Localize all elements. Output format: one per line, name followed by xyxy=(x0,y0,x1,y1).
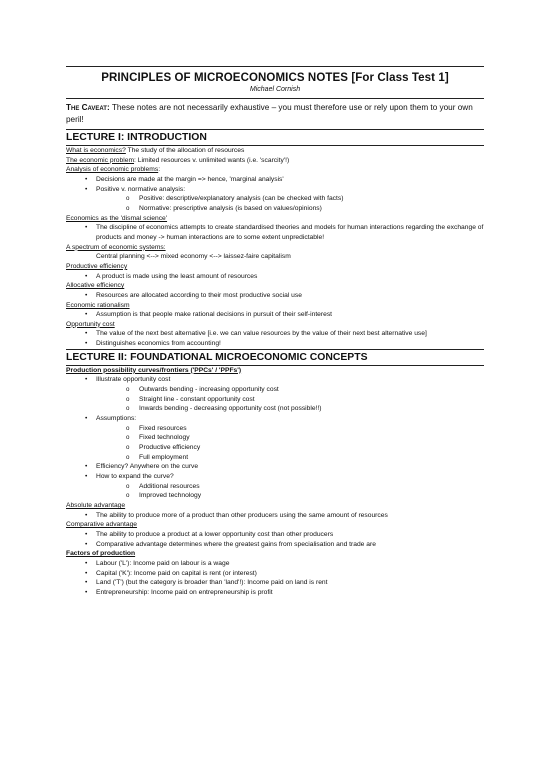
list-item: • Assumptions: xyxy=(66,414,484,424)
list-item: • The ability to produce more of a product than other producers using the same amount of resources xyxy=(66,511,484,521)
analysis-label: Analysis of economic problems xyxy=(66,166,159,174)
list-item: • Comparative advantage determines where the greatest gains from specialisation and trade are xyxy=(66,540,484,550)
document-page xyxy=(66,66,484,598)
sub-list-item: o Straight line - constant opportunity cost xyxy=(66,395,484,405)
sub-list-item: o Positive: descriptive/explanatory analysis (can be checked with facts) xyxy=(66,194,484,204)
ppc-heading: Production possibility curves/frontiers ('PPCs' / 'PPFs') xyxy=(66,366,242,374)
spectrum-text: Central planning <--> mixed economy <--> laissez-faire capitalism xyxy=(96,253,291,261)
sub-list-item: o Additional resources xyxy=(66,482,484,492)
list-item: • Efficiency? Anywhere on the curve xyxy=(66,462,484,472)
list-item: • Labour ('L'): Income paid on labour is a wage xyxy=(66,559,484,569)
dismal-science-heading: Economics as the 'dismal science' xyxy=(66,214,168,222)
comparative-advantage-heading: Comparative advantage xyxy=(66,521,138,529)
list-item: • Decisions are made at the margin => hence, 'marginal analysis' xyxy=(66,175,484,185)
what-label: What is economics? xyxy=(66,147,126,154)
lecture1-body xyxy=(66,146,484,349)
top-rule xyxy=(66,66,484,67)
problem-label: The economic problem xyxy=(66,156,135,164)
sub-list-item: o Inwards bending - decreasing opportunity cost (not possible!!) xyxy=(66,404,484,414)
spectrum-heading: A spectrum of economic systems: xyxy=(66,243,166,251)
list-item: • Distinguishes economics from accounting! xyxy=(66,339,484,349)
productive-efficiency-heading: Productive efficiency xyxy=(66,262,128,270)
opportunity-cost-heading: Opportunity cost xyxy=(66,320,115,328)
list-item: • Land ('T') (but the category is broader than 'land'!): Income paid on land is rent xyxy=(66,578,484,588)
factors-heading: Factors of production xyxy=(66,550,136,558)
list-item: • The value of the next best alternative [i.e. we can value resources by the value of their next best alternative use] xyxy=(66,329,484,339)
document-title: PRINCIPLES OF MICROECONOMICS NOTES [For Class Test 1] xyxy=(101,72,449,84)
caveat-text: These notes are not necessarily exhaustive – you must therefore use or rely upon them to your own peril! xyxy=(66,103,473,124)
what-is-economics xyxy=(66,146,484,156)
author-name: Michael Cornish xyxy=(249,86,301,93)
sub-list-item: o Improved technology xyxy=(66,491,484,501)
list-item: • The discipline of economics attempts to create standardised theories and models for human interactions regarding the exchange of products and money -> human interactions are to some extent unpredictable! xyxy=(66,223,484,242)
sub-list-item: o Normative: prescriptive analysis (is based on values/opinions) xyxy=(66,204,484,214)
lecture1-heading: LECTURE I: INTRODUCTION xyxy=(66,132,207,143)
list-item: • Resources are allocated according to their most productive social use xyxy=(66,291,484,301)
list-item: • A product is made using the least amount of resources xyxy=(66,272,484,282)
list-item: • Illustrate opportunity cost xyxy=(66,375,484,385)
problem-text: : Limited resources v. unlimited wants (i.e. 'scarcity'!) xyxy=(134,156,290,164)
what-text: The study of the allocation of resources xyxy=(127,147,245,154)
sub-list-item: o Fixed resources xyxy=(66,424,484,434)
sub-list-item: o Full employment xyxy=(66,453,484,463)
list-item: • Entrepreneurship: Income paid on entrepreneurship is profit xyxy=(66,588,484,598)
absolute-advantage-heading: Absolute advantage xyxy=(66,501,126,509)
caveat-note xyxy=(66,99,484,129)
list-item: • The ability to produce a product at a lower opportunity cost than other producers xyxy=(66,530,484,540)
list-item: • Capital ('K'): Income paid on capital is rent (or interest) xyxy=(66,569,484,579)
sub-list-item: o Productive efficiency xyxy=(66,443,484,453)
list-item: • Positive v. normative analysis: xyxy=(66,185,484,195)
list-item: • Assumption is that people make rational decisions in pursuit of their self-interest xyxy=(66,310,484,320)
list-item: • How to expand the curve? xyxy=(66,472,484,482)
lecture2-heading: LECTURE II: FOUNDATIONAL MICROECONOMIC CONCEPTS xyxy=(66,351,368,363)
economic-problem xyxy=(66,156,484,166)
sub-list-item: o Fixed technology xyxy=(66,433,484,443)
caveat-label: The Caveat: xyxy=(66,103,110,112)
lecture2-body xyxy=(66,366,484,598)
sub-list-item: o Outwards bending - increasing opportunity cost xyxy=(66,385,484,395)
analysis-heading xyxy=(66,165,484,175)
analysis-colon: : xyxy=(158,166,161,174)
economic-rationalism-heading: Economic rationalism xyxy=(66,301,130,309)
allocative-efficiency-heading: Allocative efficiency xyxy=(66,282,125,290)
